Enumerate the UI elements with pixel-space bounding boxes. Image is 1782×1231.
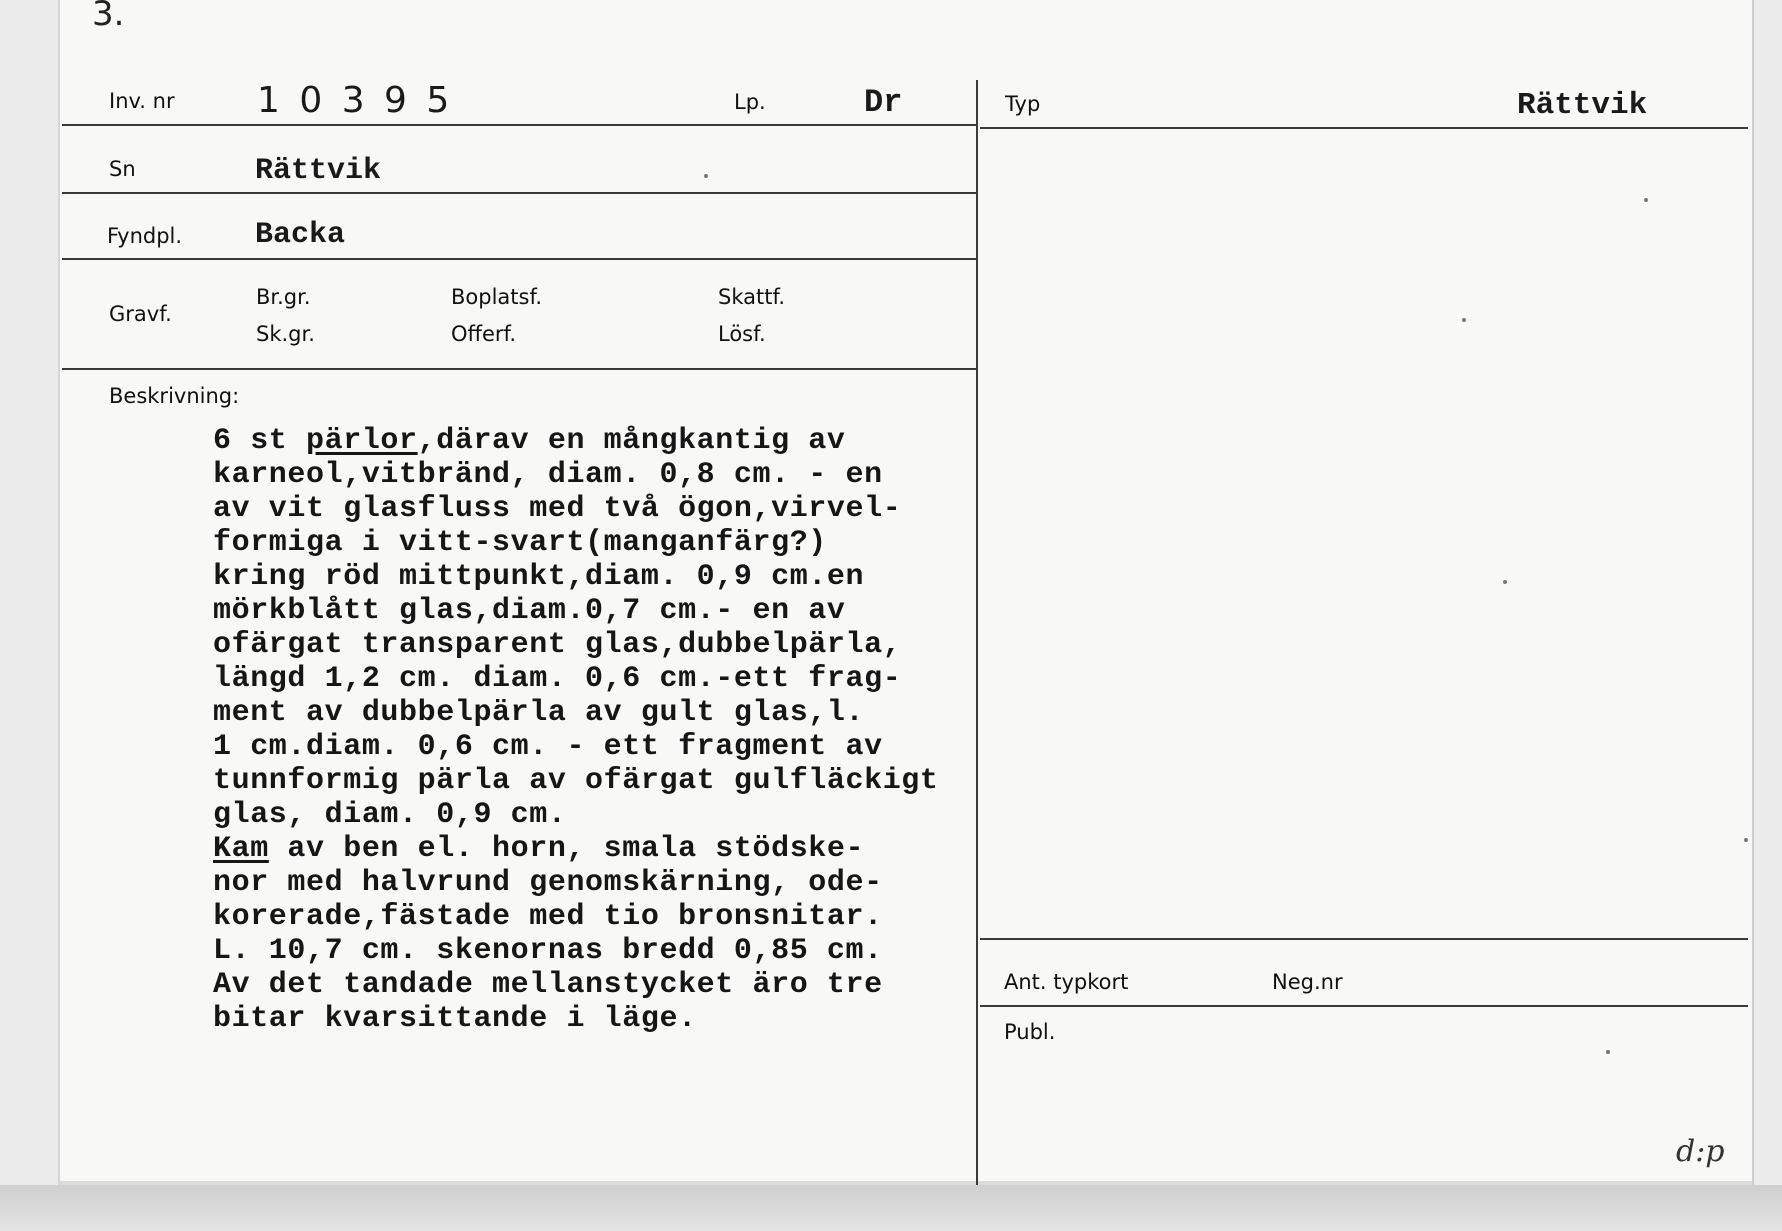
description-line: 6 st pärlor,därav en mångkantig av (213, 424, 846, 458)
inv-nr-label: Inv. nr (109, 89, 175, 113)
dust-speck (1606, 1050, 1610, 1054)
skgr-label: Sk.gr. (256, 322, 315, 346)
row-divider (62, 124, 976, 126)
pearls-keyword: pärlor (306, 424, 418, 458)
description-line: karneol,vitbränd, diam. 0,8 cm. - en (213, 458, 883, 492)
scan-bottom-strip (0, 1185, 1782, 1231)
column-divider (976, 80, 978, 1185)
description-line: L. 10,7 cm. skenornas bredd 0,85 cm. (213, 934, 883, 968)
description-line: mörkblått glas,diam.0,7 cm.- en av (213, 594, 846, 628)
row-divider (62, 368, 976, 370)
losf-label: Lösf. (718, 322, 766, 346)
gravf-label: Gravf. (109, 302, 172, 326)
description-line: nor med halvrund genomskärning, ode- (213, 866, 883, 900)
brgr-label: Br.gr. (256, 285, 311, 309)
description-line: 1 cm.diam. 0,6 cm. - ett fragment av (213, 730, 883, 764)
typ-label: Typ (1005, 92, 1041, 116)
row-divider (62, 192, 976, 194)
typ-value: Rättvik (1517, 88, 1648, 123)
typ-underline (980, 127, 1748, 129)
skattf-label: Skattf. (718, 285, 785, 309)
description-line: av vit glasfluss med två ögon,virvel- (213, 492, 902, 526)
footer-divider (980, 1005, 1748, 1007)
dust-speck (1644, 198, 1648, 202)
offerf-label: Offerf. (451, 322, 517, 346)
description-line: ment av dubbelpärla av gult glas,l. (213, 696, 865, 730)
sn-label: Sn (109, 157, 136, 181)
lp-label: Lp. (734, 90, 766, 114)
dust-speck (704, 174, 708, 178)
dust-speck (1503, 580, 1507, 584)
description-line: tunnformig pärla av ofärgat gulfläckigt (213, 764, 939, 798)
beskrivning-label: Beskrivning: (109, 384, 240, 408)
description-line: korerade,fästade med tio bronsnitar. (213, 900, 883, 934)
inv-nr-value: 1 0 3 9 5 (257, 80, 454, 121)
description-line: bitar kvarsittande i läge. (213, 1002, 697, 1036)
scan-left-edge (0, 0, 58, 1185)
corner-number: 3. (92, 0, 125, 34)
dust-speck (1744, 838, 1748, 842)
description-line: ofärgat transparent glas,dubbelpärla, (213, 628, 902, 662)
handwritten-note: d:p (1676, 1134, 1725, 1169)
description-line: glas, diam. 0,9 cm. (213, 798, 567, 832)
lp-value: Dr (864, 84, 903, 121)
fyndpl-value: Backa (255, 218, 346, 252)
fyndpl-label: Fyndpl. (107, 224, 183, 248)
boplatsf-label: Boplatsf. (451, 285, 543, 309)
comb-keyword: Kam (213, 832, 269, 866)
description-line: längd 1,2 cm. diam. 0,6 cm.-ett frag- (213, 662, 902, 696)
scan-right-edge (1752, 0, 1782, 1185)
neg-nr-label: Neg.nr (1272, 970, 1343, 994)
dust-speck (1462, 318, 1466, 322)
description-line: Av det tandade mellanstycket äro tre (213, 968, 883, 1002)
row-divider (62, 258, 976, 260)
ant-typkort-label: Ant. typkort (1004, 970, 1129, 994)
description-line: kring röd mittpunkt,diam. 0,9 cm.en (213, 560, 865, 594)
description-line: formiga i vitt-svart(manganfärg?) (213, 526, 827, 560)
sn-value: Rättvik (255, 154, 382, 188)
description-line: Kam av ben el. horn, smala stödske- (213, 832, 865, 866)
footer-divider (980, 938, 1748, 940)
publ-label: Publ. (1004, 1020, 1056, 1044)
